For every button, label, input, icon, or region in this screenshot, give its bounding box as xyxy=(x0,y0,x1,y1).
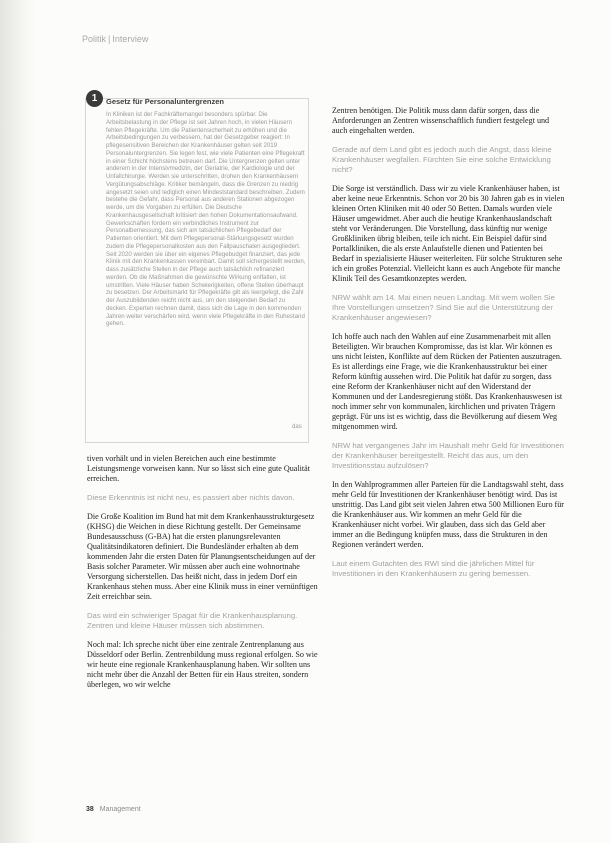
page-header xyxy=(82,34,148,44)
interview-question: NRW wählt am 14. Mai einen neuen Landtag. Mit wem wollen Sie Ihre Vorstellungen umsetzen? Sind Sie auf die Unterstützung der Krankenhäuser angewiesen? xyxy=(332,293,555,322)
section-label: Politik xyxy=(82,34,107,44)
page-footer xyxy=(86,806,141,813)
subsection-label: Interview xyxy=(112,34,149,44)
page-number: 38 xyxy=(86,806,94,813)
interview-answer: Die Sorge ist verständlich. Dass wir zu viele Krankenhäuser haben, ist aber keine neue Erkenntnis. Schon vor 20 bis 30 Jahren gab es in vielen kleinen Orten Kliniken mit 40 oder 50 Betten. Damals wurden viele Häuser umgewidmet. Aber auch die heutige Krankenhauslandschaft steht vor Veränderungen. Die Vorstellung, dass künftig nur wenige Großkliniken übrig bleiben, teile ich nicht. Ein Beispiel dafür sind Portalkliniken, die als erste Anlaufstelle dienen und Patienten bei Bedarf in spezialisierte Häuser weiterleiten. Für solche Strukturen sehe ich ein großes Potenzial. Vielleicht kann es auch Angebote für manche Klinik Teil des Gesamtkonzeptes werden. xyxy=(332,184,565,283)
interview-question: Das wird ein schwieriger Spagat für die Krankenhausplanung. Zentren und kleine Häuser müssen sich abstimmen. xyxy=(87,611,298,630)
interview-question: NRW hat vergangenes Jahr im Haushalt mehr Geld für Investitionen der Krankenhäuser bereitgestellt. Reicht das aus, um den Investitionsstau aufzulösen? xyxy=(332,441,564,470)
right-article-column xyxy=(332,106,565,812)
interview-question: Diese Erkenntnis ist nicht neu, es passiert aber nichts davon. xyxy=(87,493,295,502)
interview-answer: In den Wahlprogrammen aller Parteien für die Landtagswahl steht, dass mehr Geld für Investitionen der Krankenhäuser benötigt wird. Das ist unstrittig. Das Land gibt seit vielen Jahren etwa 500 Millionen Euro für die Krankenhäuser aus. Wir kommen an mehr Geld für die Krankenhäuser nicht vorbei. Wir glauben, dass sich das Geld aber immer an die Bedingung knüpfen muss, dass die Strukturen in den Regionen verändert werden. xyxy=(332,480,564,549)
left-article-column xyxy=(87,454,320,804)
interview-question: Gerade auf dem Land gibt es jedoch auch die Angst, dass kleine Krankenhäuser wegfallen. Fürchten Sie eine solche Entwicklung nicht? xyxy=(332,145,552,174)
info-box-number-badge: 1 xyxy=(86,90,103,107)
interview-answer: Noch mal: Ich spreche nicht über eine zentrale Zentrenplanung aus Düsseldorf oder Berlin. Zentrenbildung muss regional erfolgen. So wie wir heute eine regionale Krankenhausplanung haben. Wir sollten uns nicht mehr über die Anzahl der Betten für ein Haus streiten, sondern überlegen, wo wir welche xyxy=(87,640,318,689)
interview-answer: Die Große Koalition im Bund hat mit dem Krankenhausstrukturgesetz (KHSG) die Weichen in diese Richtung gestellt. Der Gemeinsame Bundesausschuss (G-BA) hat die ersten planungsrelevanten Qualitätsindikatoren definiert. Die Bundesländer erhalten ab dem kommenden Jahr die ersten Daten für Planungsentscheidungen auf der Basis solcher Parameter. Wir müssen aber auch eine wohnortnahe Versorgung sicherstellen. Das heißt nicht, dass in jedem Dorf ein Krankenhaus stehen muss. Aber eine Klinik muss in einer vernünftigen Zeit erreichbar sein. xyxy=(87,512,318,601)
page-fold-shadow xyxy=(0,0,36,843)
magazine-name: Management xyxy=(99,806,141,813)
info-box-author: das xyxy=(292,423,302,430)
info-box-title: Gesetz für Personaluntergrenzen xyxy=(106,97,224,106)
interview-question: Laut einem Gutachten des RWI sind die jährlichen Mittel für Investitionen in den Krankenhäusern zu gering bemessen. xyxy=(332,559,535,578)
interview-answer: tiven vorhält und in vielen Bereichen auch eine bestimmte Leistungsmenge vorweisen kann. Nur so lässt sich eine gute Qualität erreichen. xyxy=(87,454,310,483)
interview-answer: Zentren benötigen. Die Politik muss dann dafür sorgen, dass die Anforderungen an Zentren wissenschaftlich fundiert festgelegt und auch eingehalten werden. xyxy=(332,106,550,135)
interview-answer: Ich hoffe auch nach den Wahlen auf eine Zusammenarbeit mit allen Beteiligten. Wir brauchen Kompromisse, das ist klar. Wir können es uns nicht leisten, Konflikte auf dem Rücken der Patienten auszutragen. Es ist allerdings eine Frage, wie die Krankenhausstruktur bei einer Reform künftig aussehen wird. Die Politik hat dafür zu sorgen, dass eine Reform der Krankenhäuser nicht auf den Widerstand der Kommunen und der Landesregierung stößt. Das Krankenhauswesen ist noch immer sehr von kommunalen, kirchlichen und privaten Trägern geprägt. Für uns ist es wichtig, dass die Bevölkerung auf diesem Weg mitgenommen wird. xyxy=(332,332,563,431)
header-separator: | xyxy=(108,34,111,44)
info-box-text: In Kliniken ist der Fachkräftemangel besonders spürbar. Die Arbeitsbelastung in der Pflege ist seit Jahren hoch, in vielen Häusern fehlen Pflegekräfte. Um die Patientensicherheit zu erhöhen und die Arbeitsbedingungen zu verbessern, hat der Gesetzgeber reagiert: In pflegesensitiven Bereichen der Krankenhäuser gelten seit 2019 Personaluntergrenzen. Sie legen fest, wie viele Patienten eine Pflegekraft in einer Schicht höchstens betreuen darf. Die Untergrenzen gelten unter anderem in der Intensivmedizin, der Geriatrie, der Kardiologie und der Unfallchirurgie. Werden sie unterschritten, drohen den Krankenhäusern Vergütungsabschläge. Kritiker bemängeln, dass die Grenzen zu niedrig angesetzt seien und lediglich einen Mindeststandard beschreiben. Zudem bestehe die Gefahr, dass Personal aus anderen Stationen abgezogen werde, um die Vorgaben zu erfüllen. Die Deutsche Krankenhausgesellschaft kritisiert den hohen Dokumentationsaufwand. Gewerkschaften fordern ein verbindliches Instrument zur Personalbemessung, das sich am tatsächlichen Pflegebedarf der Patienten orientiert. Mit dem Pflegepersonal-Stärkungsgesetz wurden zudem die Pflegepersonalkosten aus den Fallpauschalen ausgegliedert. Seit 2020 werden sie über ein eigenes Pflegebudget finanziert, das jede Klinik mit den Krankenkassen vereinbart. Damit soll sichergestellt werden, dass zusätzliche Stellen in der Pflege auch tatsächlich refinanziert werden. Ob die Maßnahmen die gewünschte Wirkung entfalten, ist umstritten. Viele Häuser haben Schwierigkeiten, offene Stellen überhaupt zu besetzen. Der Arbeitsmarkt für Pflegekräfte gilt als leergefegt, die Zahl der Auszubildenden reicht nicht aus, um den steigenden Bedarf zu decken. Experten rechnen damit, dass sich die Lage in den kommenden Jahren weiter verschärfen wird, wenn viele Pflegekräfte in den Ruhestand gehen. xyxy=(106,111,306,328)
